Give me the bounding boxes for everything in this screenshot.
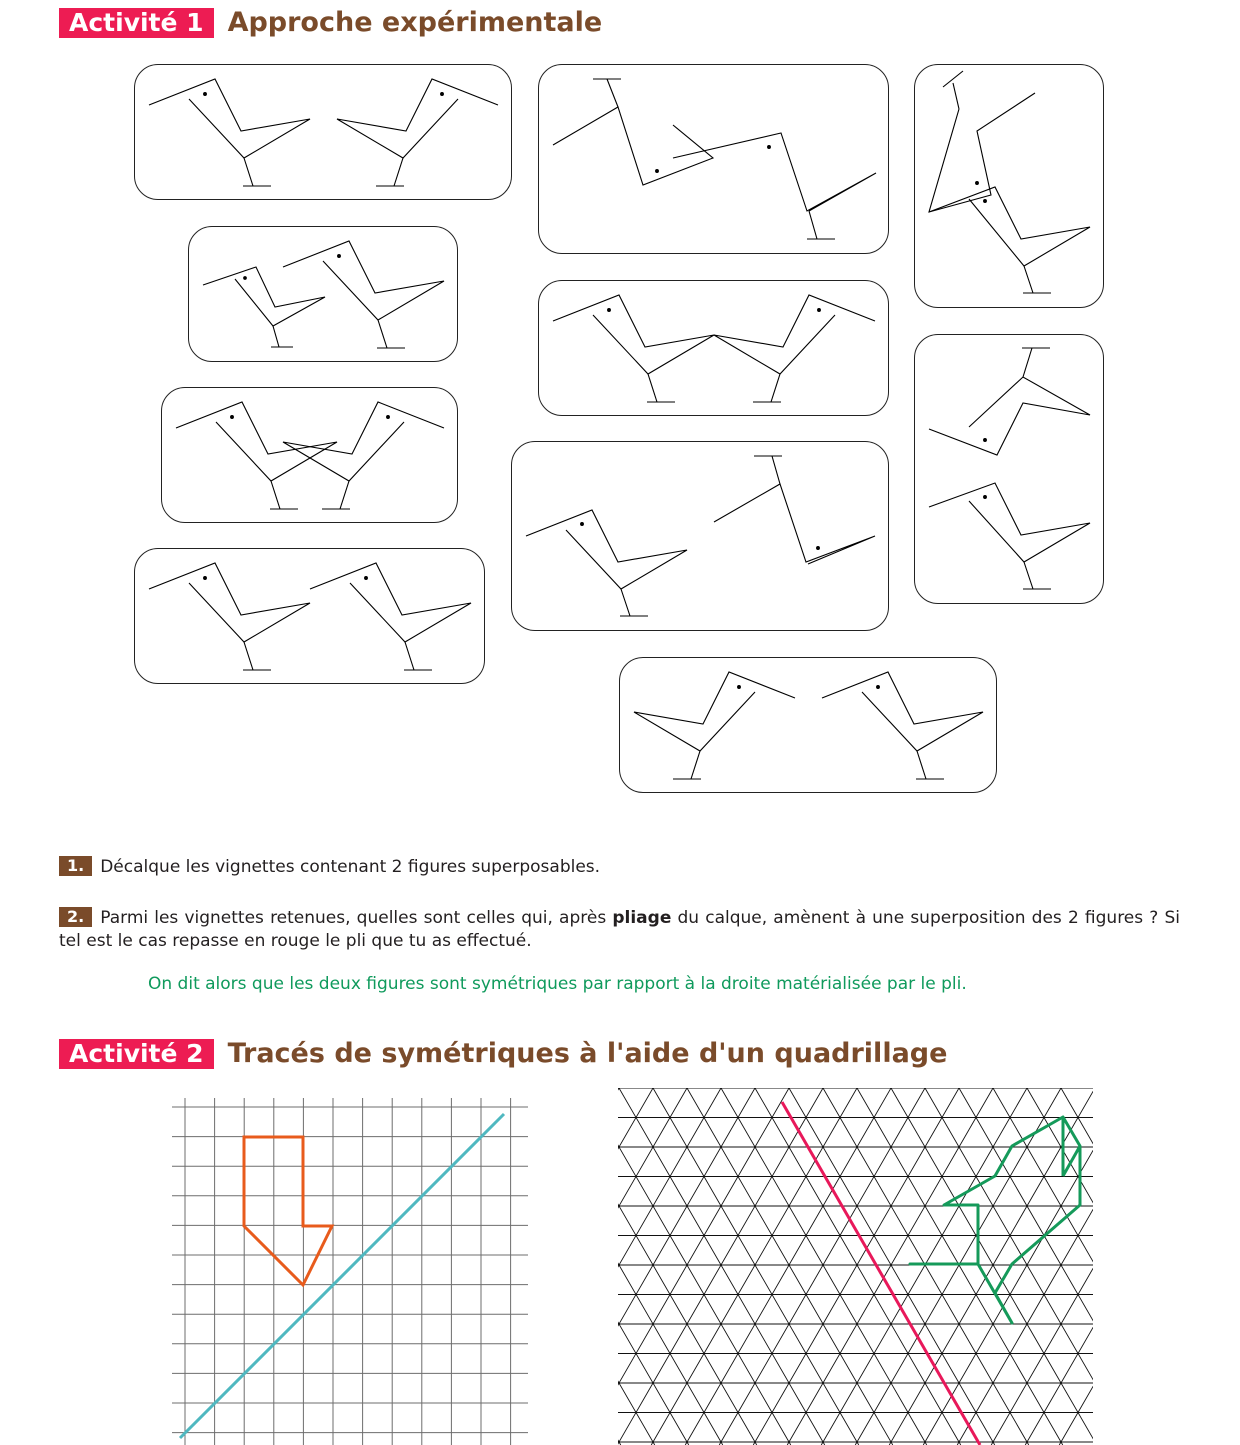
bird-figure-mirror: [634, 672, 795, 779]
grid-line-diagonal: [1025, 1088, 1093, 1445]
question-1-number: 1.: [59, 856, 92, 876]
symmetry-axis: [180, 1114, 504, 1438]
vignette-9: [134, 548, 485, 684]
bird-figure-mirror: [714, 295, 875, 402]
question-2-number: 2.: [59, 907, 92, 927]
activity-2-header: [59, 1038, 947, 1070]
vignette-6-figures: [915, 335, 1103, 603]
vignette-7-figures: [162, 388, 457, 522]
grid-line-diagonal: [855, 1088, 1061, 1445]
activity-2-title: Tracés de symétriques à l'aide d'un quadrillage: [227, 1038, 948, 1069]
vignette-10: [619, 657, 997, 793]
bird-figure: [929, 483, 1090, 589]
green-figure: [910, 1117, 1080, 1323]
vignette-3-figures: [915, 65, 1103, 307]
grid-line-diagonal: [618, 1088, 823, 1445]
bird-figure-mirror: [337, 79, 498, 186]
question-2-text-before: Parmi les vignettes retenues, quelles sont celles qui, après: [100, 908, 613, 928]
grid-line-diagonal: [753, 1088, 959, 1445]
grid-line-diagonal: [685, 1088, 891, 1445]
grid-line-diagonal: [618, 1088, 721, 1445]
grid-line-diagonal: [651, 1088, 857, 1445]
grid-line-diagonal: [957, 1088, 1093, 1445]
grid-line-diagonal: [721, 1088, 927, 1445]
grid-line-diagonal: [787, 1088, 993, 1445]
vignette-5-figures: [539, 281, 888, 415]
grid-line-diagonal: [618, 1088, 655, 1445]
vignette-10-figures: [620, 658, 996, 792]
bird-figure: [553, 295, 714, 402]
grid-line-diagonal: [755, 1088, 961, 1445]
bird-figure-translated: [310, 563, 471, 670]
question-2-bold-word: pliage: [612, 908, 672, 928]
small-bird-figure: [203, 267, 325, 347]
definition-note: On dit alors que les deux figures sont symétriques par rapport à la droite matérialisée par le pli.: [148, 974, 967, 994]
vignette-1-figures: [135, 65, 511, 199]
bird-figure: [526, 510, 687, 616]
bird-figure-mirror: [283, 402, 444, 509]
triangle-grid-exercise: [618, 1084, 1093, 1445]
symmetry-axis: [782, 1102, 980, 1445]
grid-line-diagonal: [687, 1088, 893, 1445]
grid-line-diagonal: [789, 1088, 995, 1445]
question-1-text: Décalque les vignettes contenant 2 figures superposables.: [100, 857, 601, 877]
square-grid-exercise: [170, 1096, 530, 1445]
vignette-2-figures: [539, 65, 888, 253]
bird-figure-rotated: [929, 348, 1090, 455]
grid-line-diagonal: [823, 1088, 1029, 1445]
vignette-7: [161, 387, 458, 523]
grid-line-diagonal: [821, 1088, 1027, 1445]
activity-1-badge: Activité 1: [59, 8, 214, 38]
question-2-text-after: du calque, amènent à une superposition des 2 figures ? Si tel est le cas repasse en rouge le pli que tu as effectué.: [59, 908, 1180, 951]
grid-line-diagonal: [618, 1088, 791, 1445]
vignette-8-figures: [512, 442, 888, 630]
bird-figure: [149, 79, 310, 186]
grid-line-diagonal: [857, 1088, 1063, 1445]
arrow-figure: [244, 1137, 332, 1285]
grid-line-diagonal: [719, 1088, 925, 1445]
bird-figure-upside-down: [929, 71, 1035, 212]
grid-line-diagonal: [653, 1088, 859, 1445]
question-2: [59, 907, 1180, 953]
grid-line-diagonal: [619, 1088, 825, 1445]
bird-figure-upside-down: [553, 79, 713, 185]
vignette-2: [538, 64, 889, 254]
vignette-8: [511, 441, 889, 631]
vignette-5: [538, 280, 889, 416]
vignette-9-figures: [135, 549, 484, 683]
vignette-1: [134, 64, 512, 200]
activity-2-badge: Activité 2: [59, 1039, 214, 1069]
bird-figure: [673, 133, 876, 239]
bird-figure: [149, 563, 310, 670]
vignette-6: [914, 334, 1104, 604]
question-1: [59, 856, 1180, 879]
bird-figure: [929, 187, 1090, 293]
bird-figure-rotated: [714, 456, 875, 564]
grid-line-diagonal: [618, 1088, 723, 1445]
vignette-4: [188, 226, 458, 362]
bird-figure: [822, 672, 983, 779]
activity-1-header: [59, 7, 602, 39]
vignette-3: [914, 64, 1104, 308]
bird-figure: [283, 241, 444, 348]
grid-line-diagonal: [618, 1088, 789, 1445]
activity-1-title: Approche expérimentale: [227, 7, 603, 38]
vignette-4-figures: [189, 227, 457, 361]
green-figure-edge: [1063, 1146, 1080, 1176]
bird-figure: [176, 402, 337, 509]
